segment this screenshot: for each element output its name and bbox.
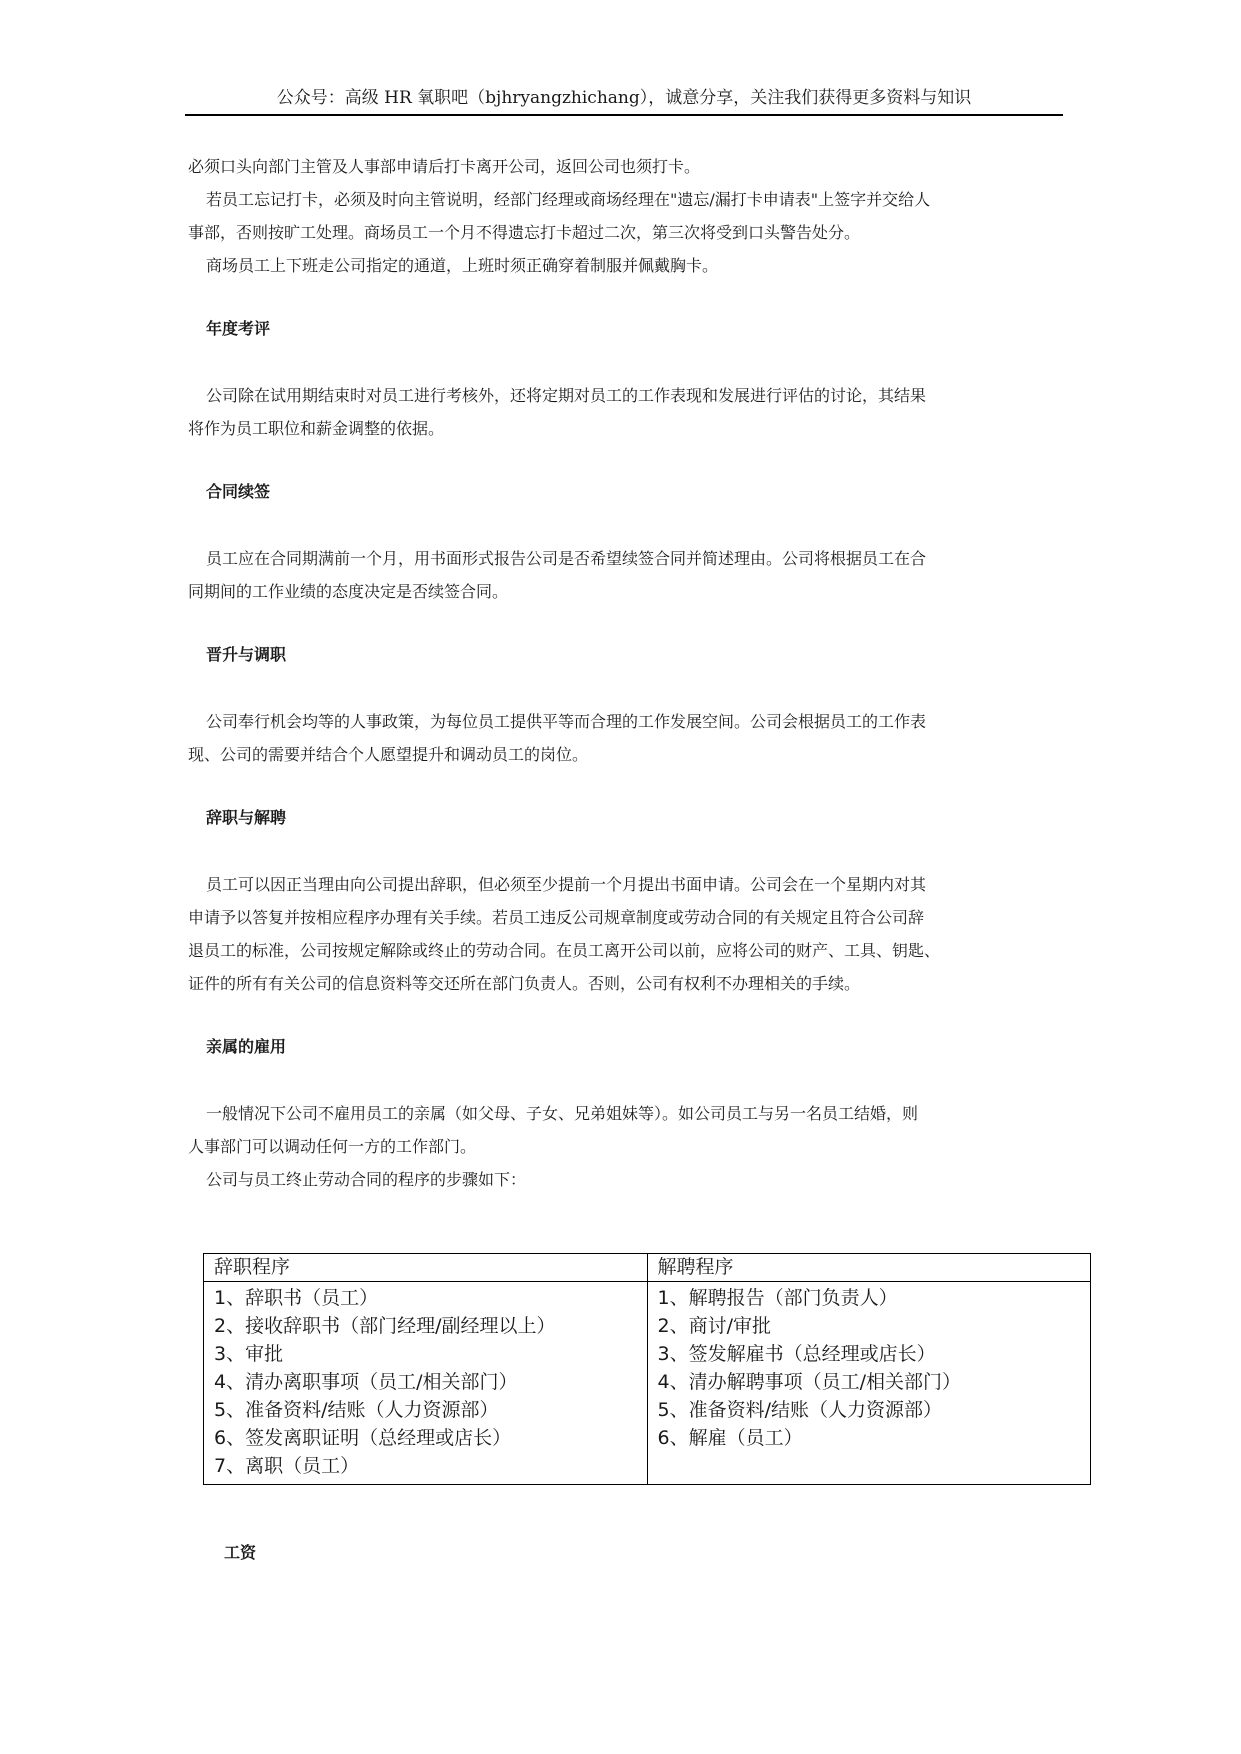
section-heading-promotion: 晋升与调职: [206, 645, 287, 664]
resign-step: 3、审批: [214, 1343, 284, 1365]
dismiss-step: 5、准备资料/结账（人力资源部）: [657, 1399, 942, 1421]
section-heading-resignation: 辞职与解聘: [206, 808, 287, 827]
section-heading-wages: 工资: [224, 1543, 257, 1562]
paragraph-line: 公司除在试用期结束时对员工进行考核外，还将定期对员工的工作表现和发展进行评估的讨论，其结果: [206, 386, 927, 405]
resign-step: 5、准备资料/结账（人力资源部）: [214, 1399, 499, 1421]
dismiss-steps-cell: [647, 1282, 1091, 1485]
document-body: [188, 150, 1060, 1196]
paragraph-line: 证件的所有有关公司的信息资料等交还所在部门负责人。否则，公司有权利不办理相关的手续。: [188, 974, 861, 993]
section-heading-annual-review: 年度考评: [206, 319, 271, 338]
dismiss-step: 2、商讨/审批: [657, 1315, 771, 1337]
resign-step: 1、辞职书（员工）: [214, 1287, 379, 1309]
paragraph-line: 员工应在合同期满前一个月，用书面形式报告公司是否希望续签合同并简述理由。公司将根据员工在合: [206, 549, 927, 568]
paragraph-line: 一般情况下公司不雇用员工的亲属（如父母、子女、兄弟姐妹等）。如公司员工与另一名员工结婚，则: [206, 1104, 919, 1123]
paragraph-line: 现、公司的需要并结合个人愿望提升和调动员工的岗位。: [188, 745, 589, 764]
intro-line: 商场员工上下班走公司指定的通道，上班时须正确穿着制服并佩戴胸卡。: [206, 256, 719, 275]
dismiss-step: 1、解聘报告（部门负责人）: [657, 1287, 898, 1309]
page-header: 公众号：高级 HR 氧职吧（bjhryangzhichang），诚意分享，关注我们获得更多资料与知识: [185, 86, 1063, 116]
dismiss-step: 3、签发解雇书（总经理或店长）: [657, 1343, 936, 1365]
section-heading-contract-renewal: 合同续签: [206, 482, 271, 501]
dismiss-step: 4、清办解聘事项（员工/相关部门）: [657, 1371, 961, 1393]
resign-procedure-header: 辞职程序: [204, 1254, 648, 1282]
dismiss-step: 6、解雇（员工）: [657, 1427, 803, 1449]
paragraph-line: 申请予以答复并按相应程序办理有关手续。若员工违反公司规章制度或劳动合同的有关规定且符合公司辞: [188, 908, 925, 927]
procedure-table: [203, 1253, 1091, 1485]
resign-step: 4、清办离职事项（员工/相关部门）: [214, 1371, 518, 1393]
paragraph-line: 将作为员工职位和薪金调整的依据。: [188, 419, 445, 438]
paragraph-line: 公司奉行机会均等的人事政策，为每位员工提供平等而合理的工作发展空间。公司会根据员工的工作表: [206, 712, 927, 731]
resign-step: 7、离职（员工）: [214, 1455, 360, 1477]
intro-line: 必须口头向部门主管及人事部申请后打卡离开公司，返回公司也须打卡。: [188, 157, 701, 176]
section-heading-relatives: 亲属的雇用: [206, 1037, 287, 1056]
resign-step: 2、接收辞职书（部门经理/副经理以上）: [214, 1315, 556, 1337]
paragraph-line: 退员工的标准，公司按规定解除或终止的劳动合同。在员工离开公司以前，应将公司的财产、工具、钥匙、: [188, 941, 941, 960]
resign-step: 6、签发离职证明（总经理或店长）: [214, 1427, 512, 1449]
intro-line: 若员工忘记打卡，必须及时向主管说明，经部门经理或商场经理在"遗忘/漏打卡申请表"上签字并交给人: [206, 190, 931, 209]
paragraph-line: 人事部门可以调动任何一方的工作部门。: [188, 1137, 477, 1156]
dismiss-procedure-header: 解聘程序: [647, 1254, 1091, 1282]
paragraph-line: 公司与员工终止劳动合同的程序的步骤如下：: [206, 1170, 527, 1189]
intro-line: 事部，否则按旷工处理。商场员工一个月不得遗忘打卡超过二次，第三次将受到口头警告处分。: [188, 223, 861, 242]
paragraph-line: 同期间的工作业绩的态度决定是否续签合同。: [188, 582, 509, 601]
resign-steps-cell: [204, 1282, 648, 1485]
paragraph-line: 员工可以因正当理由向公司提出辞职，但必须至少提前一个月提出书面申请。公司会在一个星期内对其: [206, 875, 927, 894]
